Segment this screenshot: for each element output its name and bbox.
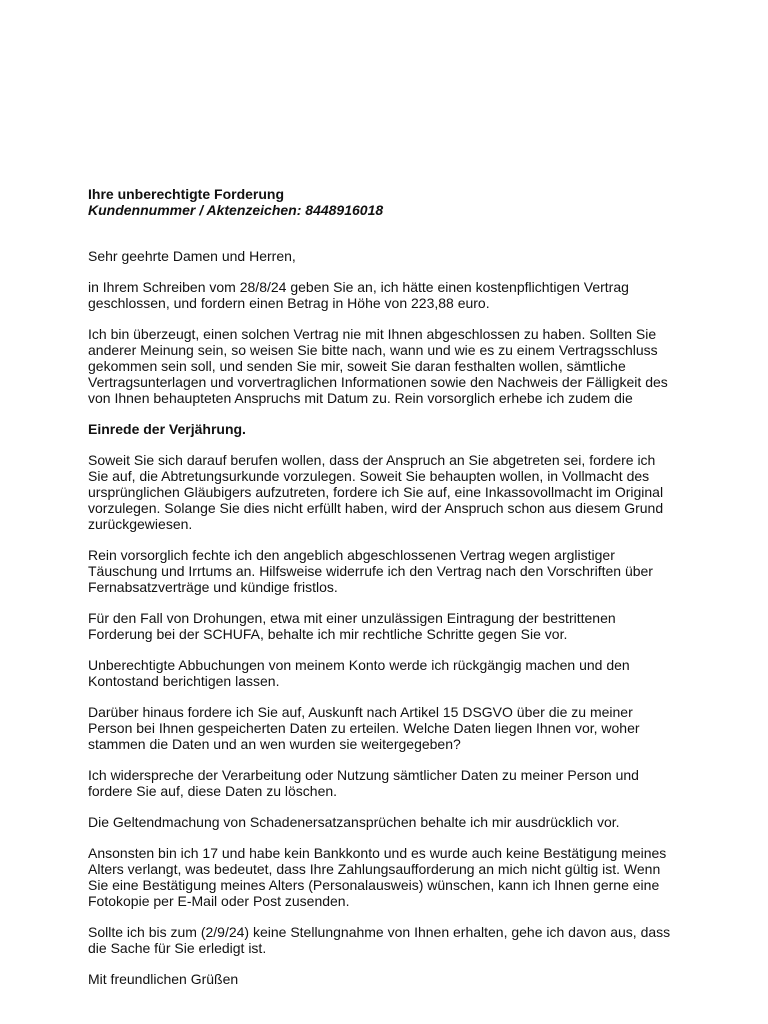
paragraph-schufa: Für den Fall von Drohungen, etwa mit einer unzulässigen Eintragung der bestrittenen Forderung bei der SCHUFA, behalte ich mir rechtliche Schritte gegen Sie vor. bbox=[88, 610, 616, 642]
letter-body bbox=[88, 186, 678, 987]
paragraph-deadline: Sollte ich bis zum (2/9/24) keine Stellungnahme von Ihnen erhalten, gehe ich davon aus, dass die Sache für Sie erledigt ist. bbox=[88, 924, 671, 956]
paragraph-damages: Die Geltendmachung von Schadenersatzansprüchen behalte ich mir ausdrücklich vor. bbox=[88, 814, 620, 830]
paragraph-dispute: Ich bin überzeugt, einen solchen Vertrag nie mit Ihnen abgeschlossen zu haben. Sollten Sie anderer Meinung sein, so weisen Sie bitte nach, wann und wie es zu einem Vertragsschluss gekommen sein soll, und senden Sie mir, soweit Sie daran festhalten wollen, sämtliche Vertragsunterlagen und vorvertraglichen Informationen sowie den Nachweis der Fälligkeit des von Ihnen behaupteten Anspruchs mit Datum zu. Rein vorsorglich erhebe ich zudem die bbox=[88, 326, 668, 406]
paragraph-assignment: Soweit Sie sich darauf berufen wollen, dass der Anspruch an Sie abgetreten sei, fordere ich Sie auf, die Abtretungsurkunde vorzulegen. Soweit Sie behaupten wollen, in Vollmacht des ursprünglichen Gläubigers aufzutreten, fordere ich Sie auf, eine Inkassovollmacht im Original vorzulegen. Solange Sie dies nicht erfüllt haben, wird der Anspruch schon aus diesem Grund zurückgewiesen. bbox=[88, 452, 664, 532]
paragraph-debits: Unberechtigte Abbuchungen von meinem Konto werde ich rückgängig machen und den Kontostand berichtigen lassen. bbox=[88, 657, 630, 689]
customer-reference: Kundennummer / Aktenzeichen: 8448916018 bbox=[88, 202, 384, 218]
letter-subject: Ihre unberechtigte Forderung bbox=[88, 186, 285, 202]
paragraph-limitation-defense: Einrede der Verjährung. bbox=[88, 421, 246, 437]
paragraph-data-objection: Ich widerspreche der Verarbeitung oder Nutzung sämtlicher Daten zu meiner Person und fordere Sie auf, diese Daten zu löschen. bbox=[88, 767, 639, 799]
paragraph-gdpr-request: Darüber hinaus fordere ich Sie auf, Auskunft nach Artikel 15 DSGVO über die zu meiner Person bei Ihnen gespeicherten Daten zu erteilen. Welche Daten liegen Ihnen vor, woher stammen die Daten und an wen wurden sie weitergegeben? bbox=[88, 704, 640, 752]
closing: Mit freundlichen Grüßen bbox=[88, 971, 239, 987]
paragraph-claim: in Ihrem Schreiben vom 28/8/24 geben Sie an, ich hätte einen kostenpflichtigen Vertrag geschlossen, und fordern einen Betrag in Höhe von 223,88 euro. bbox=[88, 279, 629, 311]
paragraph-rescission: Rein vorsorglich fechte ich den angeblich abgeschlossenen Vertrag wegen arglistiger Täuschung und Irrtums an. Hilfsweise widerrufe ich den Vertrag nach den Vorschriften über Fernabsatzverträge und kündige fristlos. bbox=[88, 547, 653, 595]
paragraph-age: Ansonsten bin ich 17 und habe kein Bankkonto und es wurde auch keine Bestätigung meines Alters verlangt, was bedeutet, dass Ihre Zahlungsaufforderung an mich nicht gültig ist. Wenn Sie eine Bestätigung meines Alters (Personalausweis) wünschen, kann ich Ihnen gerne eine Fotokopie per E-Mail oder Post zusenden. bbox=[88, 845, 667, 909]
salutation: Sehr geehrte Damen und Herren, bbox=[88, 248, 296, 264]
